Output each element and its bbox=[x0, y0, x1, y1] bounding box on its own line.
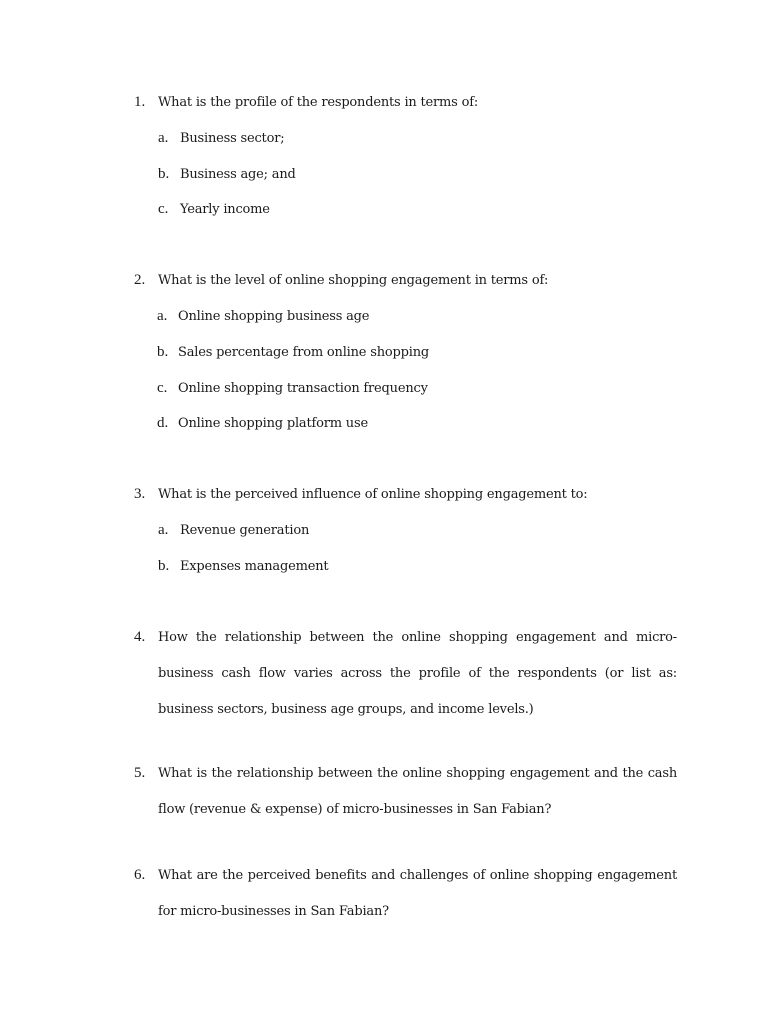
question-text: How the relationship between the online shopping engagement and micro-business cash flow varies across the profile of the respondents (or list as: business sectors, business age groups, and income levels.) bbox=[158, 630, 677, 717]
question-number: 3. bbox=[134, 486, 146, 502]
question-text: What are the perceived benefits and challenges of online shopping engagement for micro-businesses in San Fabian? bbox=[158, 868, 677, 919]
question-text: What is the relationship between the online shopping engagement and the cash flow (revenue & expense) of micro-businesses in San Fabian? bbox=[158, 766, 677, 817]
item-letter: b. bbox=[158, 166, 170, 182]
item-letter: b. bbox=[158, 558, 170, 574]
item-letter: a. bbox=[158, 130, 169, 146]
item-text: Expenses management bbox=[180, 559, 329, 574]
question-text: What is the perceived influence of online shopping engagement to: bbox=[158, 487, 588, 502]
item-letter: b. bbox=[157, 344, 169, 360]
question-number: 4. bbox=[134, 629, 146, 645]
item-letter: a. bbox=[157, 308, 168, 324]
item-text: Sales percentage from online shopping bbox=[178, 345, 430, 360]
question-text: What is the profile of the respondents in terms of: bbox=[158, 95, 478, 110]
item-text: Online shopping business age bbox=[178, 309, 370, 324]
question-number: 2. bbox=[134, 272, 146, 288]
question-number: 6. bbox=[134, 867, 146, 883]
item-text: Online shopping platform use bbox=[178, 416, 368, 431]
item-text: Revenue generation bbox=[180, 523, 310, 538]
item-letter: d. bbox=[157, 415, 169, 431]
item-text: Online shopping transaction frequency bbox=[178, 381, 428, 396]
question-number: 5. bbox=[134, 765, 146, 781]
item-text: Yearly income bbox=[180, 202, 270, 217]
item-text: Business age; and bbox=[180, 167, 296, 182]
item-letter: c. bbox=[158, 201, 169, 217]
question-number: 1. bbox=[134, 94, 146, 110]
item-letter: c. bbox=[157, 380, 168, 396]
item-text: Business sector; bbox=[180, 131, 285, 146]
item-letter: a. bbox=[158, 522, 169, 538]
question-text: What is the level of online shopping engagement in terms of: bbox=[158, 273, 549, 288]
